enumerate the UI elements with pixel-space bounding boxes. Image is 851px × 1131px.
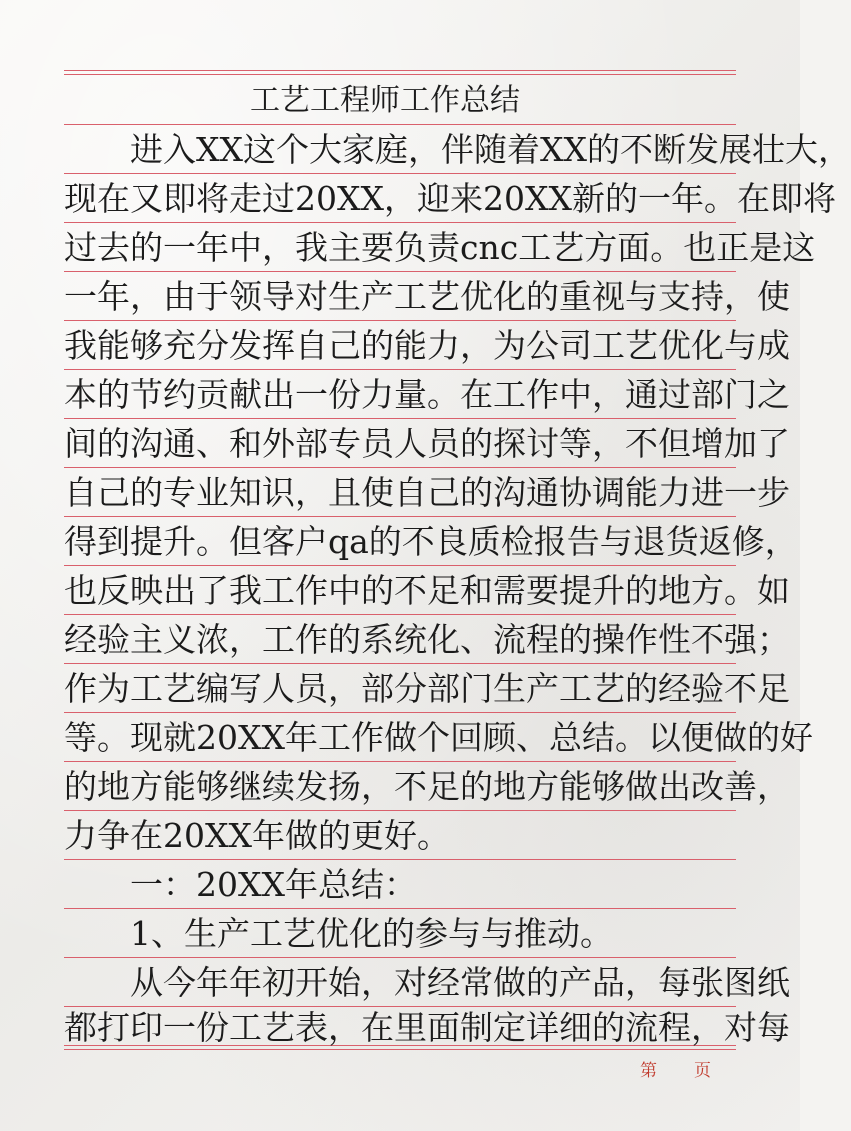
text-line: 从今年年初开始，对经常做的产品，每张图纸 xyxy=(64,963,790,1002)
section-heading: 一：20XX年总结： xyxy=(64,865,417,904)
text-line: 我能够充分发挥自己的能力，为公司工艺优化与成 xyxy=(64,326,790,365)
text-line: 也反映出了我工作中的不足和需要提升的地方。如 xyxy=(64,571,790,610)
text-line: 过去的一年中，我主要负责cnc工艺方面。也正是这 xyxy=(64,228,816,267)
top-rule xyxy=(64,70,736,71)
ruled-line xyxy=(64,712,736,713)
ruled-line xyxy=(64,810,736,811)
page-number-label: 第 页 xyxy=(640,1061,712,1081)
ruled-line xyxy=(64,908,736,909)
ruled-line xyxy=(64,957,736,958)
text-line: 都打印一份工艺表，在里面制定详细的流程，对每 xyxy=(64,1008,790,1047)
ruled-line xyxy=(64,516,736,517)
text-line: 作为工艺编写人员，部分部门生产工艺的经验不足 xyxy=(64,669,790,708)
text-line: 经验主义浓，工作的系统化、流程的操作性不强； xyxy=(64,620,790,659)
top-rule-inner xyxy=(64,74,736,75)
text-line: 力争在20XX年做的更好。 xyxy=(64,816,450,855)
text-line: 等。现就20XX年工作做个回顾、总结。以便做的好 xyxy=(64,718,813,757)
text-line: 进入XX这个大家庭，伴随着XX的不断发展壮大， xyxy=(64,130,851,169)
ruled-line xyxy=(64,418,736,419)
ruled-line xyxy=(64,271,736,272)
ruled-line xyxy=(64,173,736,174)
ruled-line xyxy=(64,859,736,860)
text-line: 现在又即将走过20XX，迎来20XX新的一年。在即将 xyxy=(64,179,836,218)
ruled-line xyxy=(64,467,736,468)
ruled-line xyxy=(64,320,736,321)
text-line: 间的沟通、和外部专员人员的探讨等，不但增加了 xyxy=(64,424,790,463)
text-line: 得到提升。但客户qa的不良质检报告与退货返修， xyxy=(64,522,798,561)
ruled-line xyxy=(64,663,736,664)
text-line: 本的节约贡献出一份力量。在工作中，通过部门之 xyxy=(64,375,790,414)
ruled-line xyxy=(64,369,736,370)
ruled-line xyxy=(64,222,736,223)
text-line: 自己的专业知识，且使自己的沟通协调能力进一步 xyxy=(64,473,790,512)
ruled-line xyxy=(64,124,736,125)
page-title: 工艺工程师工作总结 xyxy=(250,83,520,118)
ruled-line xyxy=(64,565,736,566)
ruled-line xyxy=(64,614,736,615)
text-line: 一年，由于领导对生产工艺优化的重视与支持，使 xyxy=(64,277,790,316)
text-line: 的地方能够继续发扬，不足的地方能够做出改善， xyxy=(64,767,790,806)
ruled-line xyxy=(64,761,736,762)
subsection-heading: 1、生产工艺优化的参与与推动。 xyxy=(64,914,613,953)
